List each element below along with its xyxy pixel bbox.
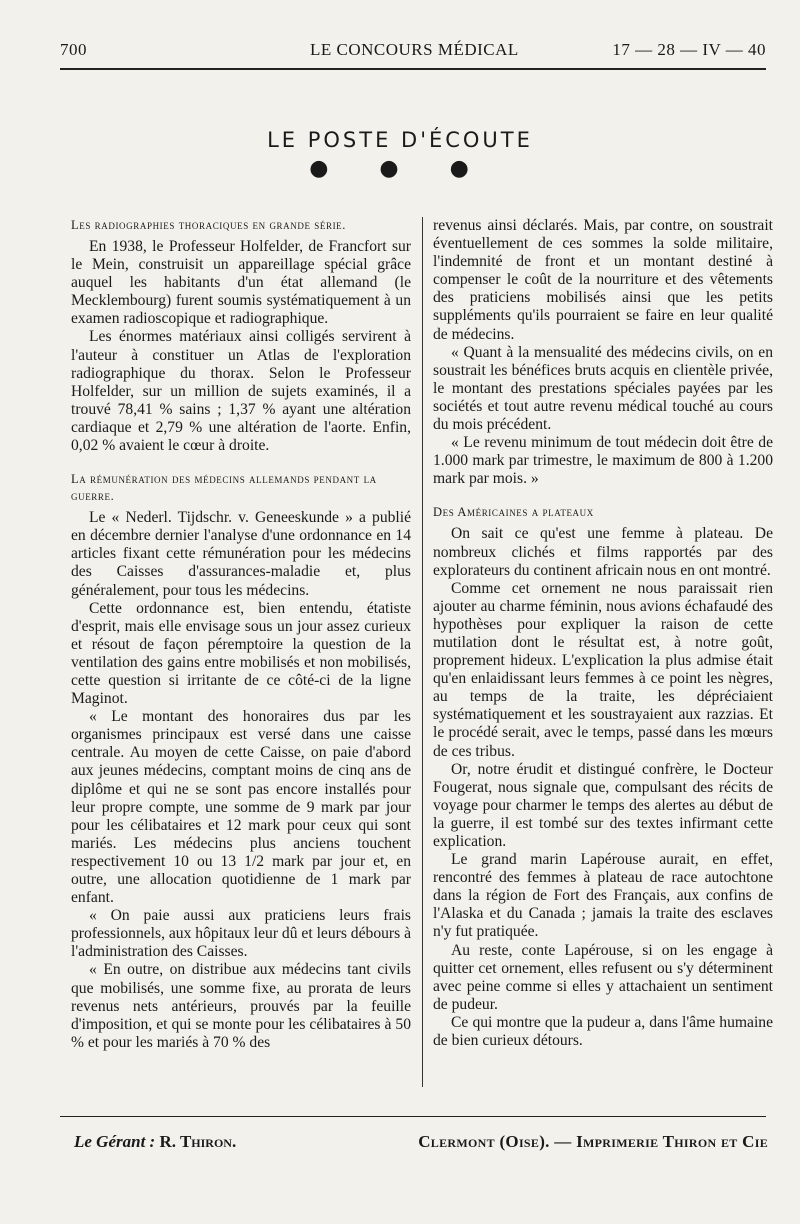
column-divider xyxy=(422,217,423,1087)
paragraph: « En outre, on distribue aux médecins tant civils que mobilisés, une somme fixe, au prorata de leurs revenus nets antérieurs, prouvés par la feuille d'imposition, et qui se monte pour les célibataires à 50 % et pour les mariés à 70 % des xyxy=(71,961,411,1051)
running-header xyxy=(60,40,766,66)
footer-rule xyxy=(60,1116,766,1117)
paragraph: Au reste, conte Lapérouse, si on les engage à quitter cet ornement, elles refusent ou s'y déterminent avec peine comme si elles y attachaient un sentiment de pudeur. xyxy=(433,941,773,1013)
section-heading: Les radiographies thoraciques en grande série. xyxy=(71,218,346,232)
manager-label: Le Gérant : xyxy=(74,1132,156,1151)
paragraph: Ce qui montre que la pudeur a, dans l'âme humaine de bien curieux détours. xyxy=(433,1013,773,1050)
section-heading: La rémunération des médecins allemands pendant la guerre. xyxy=(71,472,377,504)
paragraph: Comme cet ornement ne nous paraissait rien ajouter au charme féminin, nous avions échafaudé des hypothèses pour expliquer la raison de cette mutilation dont le résultat est, à notre goût, proprement hideux. L'explication la plus admise était qu'en enlaidissant leurs femmes à ce point les nègres, au temps de la traite, les dépréciaient systématiquement et les soustrayaient aux razzias. Et le procédé serait, avec le temps, passé dans les mœurs de ces tribus. xyxy=(433,579,773,760)
section-heading: Des Américaines a plateaux xyxy=(433,505,594,520)
paragraph: « Le montant des honoraires dus par les organismes principaux est versé dans une caisse centrale. Au moyen de cette Caisse, on paie d'abord aux jeunes médecins, comptant moins de cinq ans de diplôme et qui ne se sont pas encore installés pour leur propre compte, une somme de 9 mark par jour pour les célibataires et 12 mark pour ceux qui sont mariés. Les médecins plus anciens touchent respectivement 10 ou 13 1/2 mark par jour et, en outre, une allocation quotidienne de 1 mark par enfant. xyxy=(71,708,411,907)
imprint-footer xyxy=(74,1132,768,1156)
paragraph: Le grand marin Lapérouse aurait, en effet, rencontré des femmes à plateau de race autochtone dans la région de Fort des Français, aux confins de l'Alaska et du Canada ; jamais la traite des esclaves n'y fut pratiquée. xyxy=(433,851,773,941)
paragraph: En 1938, le Professeur Holfelder, de Francfort sur le Mein, construisit un appareillage spécial grâce auquel les habitants d'un état allemand (le Mecklembourg) furent soumis systématiquement à un examen radioscopique et radiographique. xyxy=(71,238,411,328)
paragraph: revenus ainsi déclarés. Mais, par contre, on soustrait éventuellement de ces sommes la solde militaire, l'indemnité de front et un montant destiné à compenser le coût de la nourriture et des vêtements des praticiens mobilisés ainsi que les petits suppléments qu'ils pourraient se faire en leur qualité de médecins. xyxy=(433,217,773,343)
rubric-title: LE POSTE D'ÉCOUTE xyxy=(267,128,533,152)
journal-title: LE CONCOURS MÉDICAL xyxy=(310,40,519,59)
paragraph: « On paie aussi aux praticiens leurs frais professionnels, aux hôpitaux leur dû et leurs débours à l'administration des Caisses. xyxy=(71,907,411,961)
paragraph: Les énormes matériaux ainsi colligés servirent à l'auteur à constituer un Atlas de l'exploration radiographique du thorax. Selon le Professeur Holfelder, sur un million de sujets examinés, il a trouvé 78,41 % sains ; 1,37 % ayant une altération cardiaque et 2,79 % une altération de l'aorte. Enfin, 0,02 % avaient le cœur à droite. xyxy=(71,328,411,455)
ornament-dots: ● ● ● xyxy=(309,156,491,181)
paragraph: Or, notre érudit et distingué confrère, le Docteur Fougerat, nous signale que, compulsant des récits de voyage pour charmer le temps des alertes au début de la guerre, il est tombé sur des textes infirmant cette explication. xyxy=(433,760,773,850)
paragraph: « Quant à la mensualité des médecins civils, on en soustrait les bénéfices bruts acquis en clientèle privée, le montant des prestations spéciales payées par les sociétés et tout autre revenu médical touché au cours du mois précédent. xyxy=(433,343,773,434)
printer-line: Clermont (Oise). — Imprimerie Thiron et Cie xyxy=(418,1132,768,1151)
paragraph: « Le revenu minimum de tout médecin doit être de 1.000 mark par trimestre, le maximum de 800 à 1.200 mark par mois. » xyxy=(433,434,773,488)
right-column xyxy=(433,217,773,1050)
manager-line xyxy=(74,1132,236,1152)
header-rule xyxy=(60,68,766,70)
paragraph: On sait ce qu'est une femme à plateau. De nombreux clichés et films rapportés par des explorateurs du continent africain nous en ont montré. xyxy=(433,525,773,579)
paragraph: Cette ordonnance est, bien entendu, étatiste d'esprit, mais elle envisage sous un jour assez curieux et résout de façon péremptoire la question de la ventilation des gains entre mobilisés et non mobilisés, cette question si irritante de ce côté-ci de la ligne Maginot. xyxy=(71,599,411,708)
manager-name: R. Thiron. xyxy=(159,1132,237,1151)
issue-date: 17 — 28 — IV — 40 xyxy=(612,40,766,59)
left-column xyxy=(71,217,411,1052)
paragraph: Le « Nederl. Tijdschr. v. Geneeskunde » a publié en décembre dernier l'analyse d'une ordonnance en 14 articles fixant cette rémunération pour les médecins des Caisses d'assurances-maladie et, plus généralement, pour tous les médecins. xyxy=(71,509,411,599)
page-number: 700 xyxy=(60,40,87,59)
